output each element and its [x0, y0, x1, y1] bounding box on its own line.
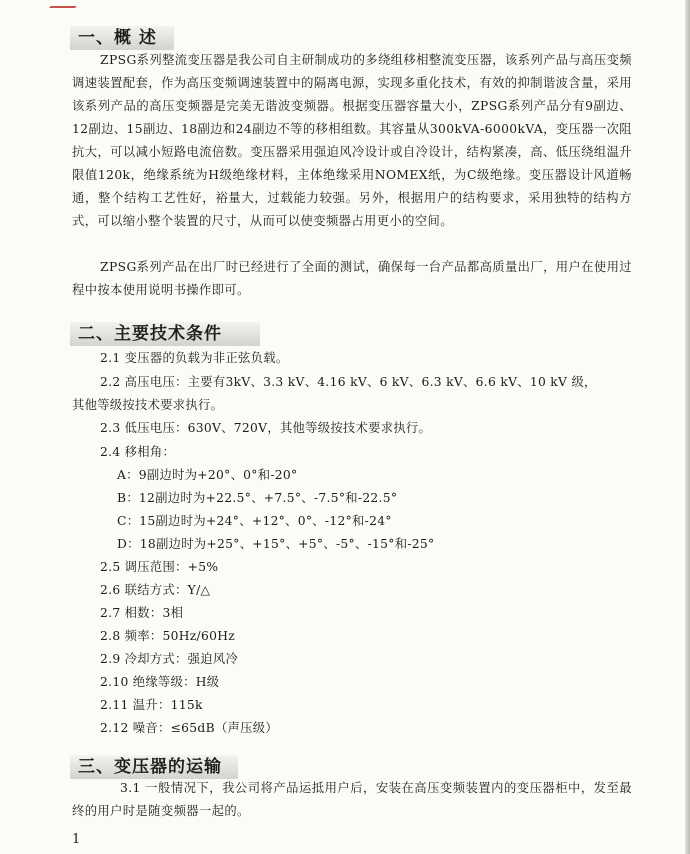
spec-item-2-7: 2.7 相数：3相 [100, 606, 184, 620]
spec-item-2-11: 2.11 温升：115k [100, 698, 203, 712]
spec-item-2-6: 2.6 联结方式：Y/△ [100, 583, 211, 597]
transport-paragraph-3-1: 3.1 一般情况下，我公司将产品运抵用户后，安装在高压变频装置内的变压器柜中，发至最终的用户时是随变频器一起的。 [72, 781, 632, 818]
spec-item-2-5: 2.5 调压范围：+5% [100, 560, 219, 574]
phase-angle-b: B：12副边时为+22.5°、+7.5°、-7.5°和-22.5° [117, 491, 398, 505]
page-edge-shadow [685, 0, 690, 854]
section-heading-technical-conditions: 二、主要技术条件 [70, 322, 260, 346]
phase-angle-c: C：15副边时为+24°、+12°、0°、-12°和-24° [117, 514, 392, 528]
section-heading-transport: 三、变压器的运输 [70, 755, 238, 779]
spec-item-2-1: 2.1 变压器的负载为非正弦负载。 [100, 351, 289, 365]
spec-item-2-9: 2.9 冷却方式：强迫风冷 [100, 652, 239, 666]
spec-item-2-8: 2.8 频率：50Hz/60Hz [100, 629, 235, 643]
spec-item-2-4: 2.4 移相角： [100, 445, 176, 459]
phase-angle-a: A：9副边时为+20°、0°和-20° [117, 468, 298, 482]
spec-item-2-12: 2.12 噪音：≤65dB（声压级） [100, 721, 278, 735]
corner-mark [49, 0, 81, 8]
section-heading-overview: 一、概 述 [70, 26, 174, 50]
spec-item-2-3: 2.3 低压电压：630V、720V，其他等级按技术要求执行。 [100, 421, 432, 435]
overview-paragraph-2: ZPSG系列产品在出厂时已经进行了全面的测试，确保每一台产品都高质量出厂，用户在使用过程中按本使用说明书操作即可。 [72, 260, 632, 297]
spec-item-2-10: 2.10 绝缘等级：H级 [100, 675, 220, 689]
spec-item-2-2: 2.2 高压电压：主要有3kV、3.3 kV、4.16 kV、6 kV、6.3 kV、6.6 kV、10 kV 级，其他等级按技术要求执行。 [72, 375, 597, 412]
phase-angle-d: D：18副边时为+25°、+15°、+5°、-5°、-15°和-25° [117, 537, 435, 551]
overview-paragraph-1: ZPSG系列整流变压器是我公司自主研制成功的多绕组移相整流变压器，该系列产品与高压变频调速装置配套，作为高压变频调速装置中的隔离电源，实现多重化技术，有效的抑制谐波含量，采用该系列产品的高压变频器是完美无谐波变频器。根据变压器容量大小，ZPSG系列产品分有9副边、12副边、15副边、18副边和24副边不等的移相组数。其容量从300kVA-6000kVA，变压器一次阻抗大，可以减小短路电流倍数。变压器采用强迫风冷设计或自冷设计，结构紧凑，高、低压绕组温升限值120k，绝缘系统为H级绝缘材料，主体绝缘采用NOMEX纸，为C级绝缘。变压器设计风道畅通，整个结构工艺性好，裕量大，过载能力较强。另外，根据用户的结构要求，采用独特的结构方式，可以缩小整个装置的尺寸，从而可以使变频器占用更小的空间。 [72, 53, 632, 228]
page-number: 1 [72, 832, 81, 847]
